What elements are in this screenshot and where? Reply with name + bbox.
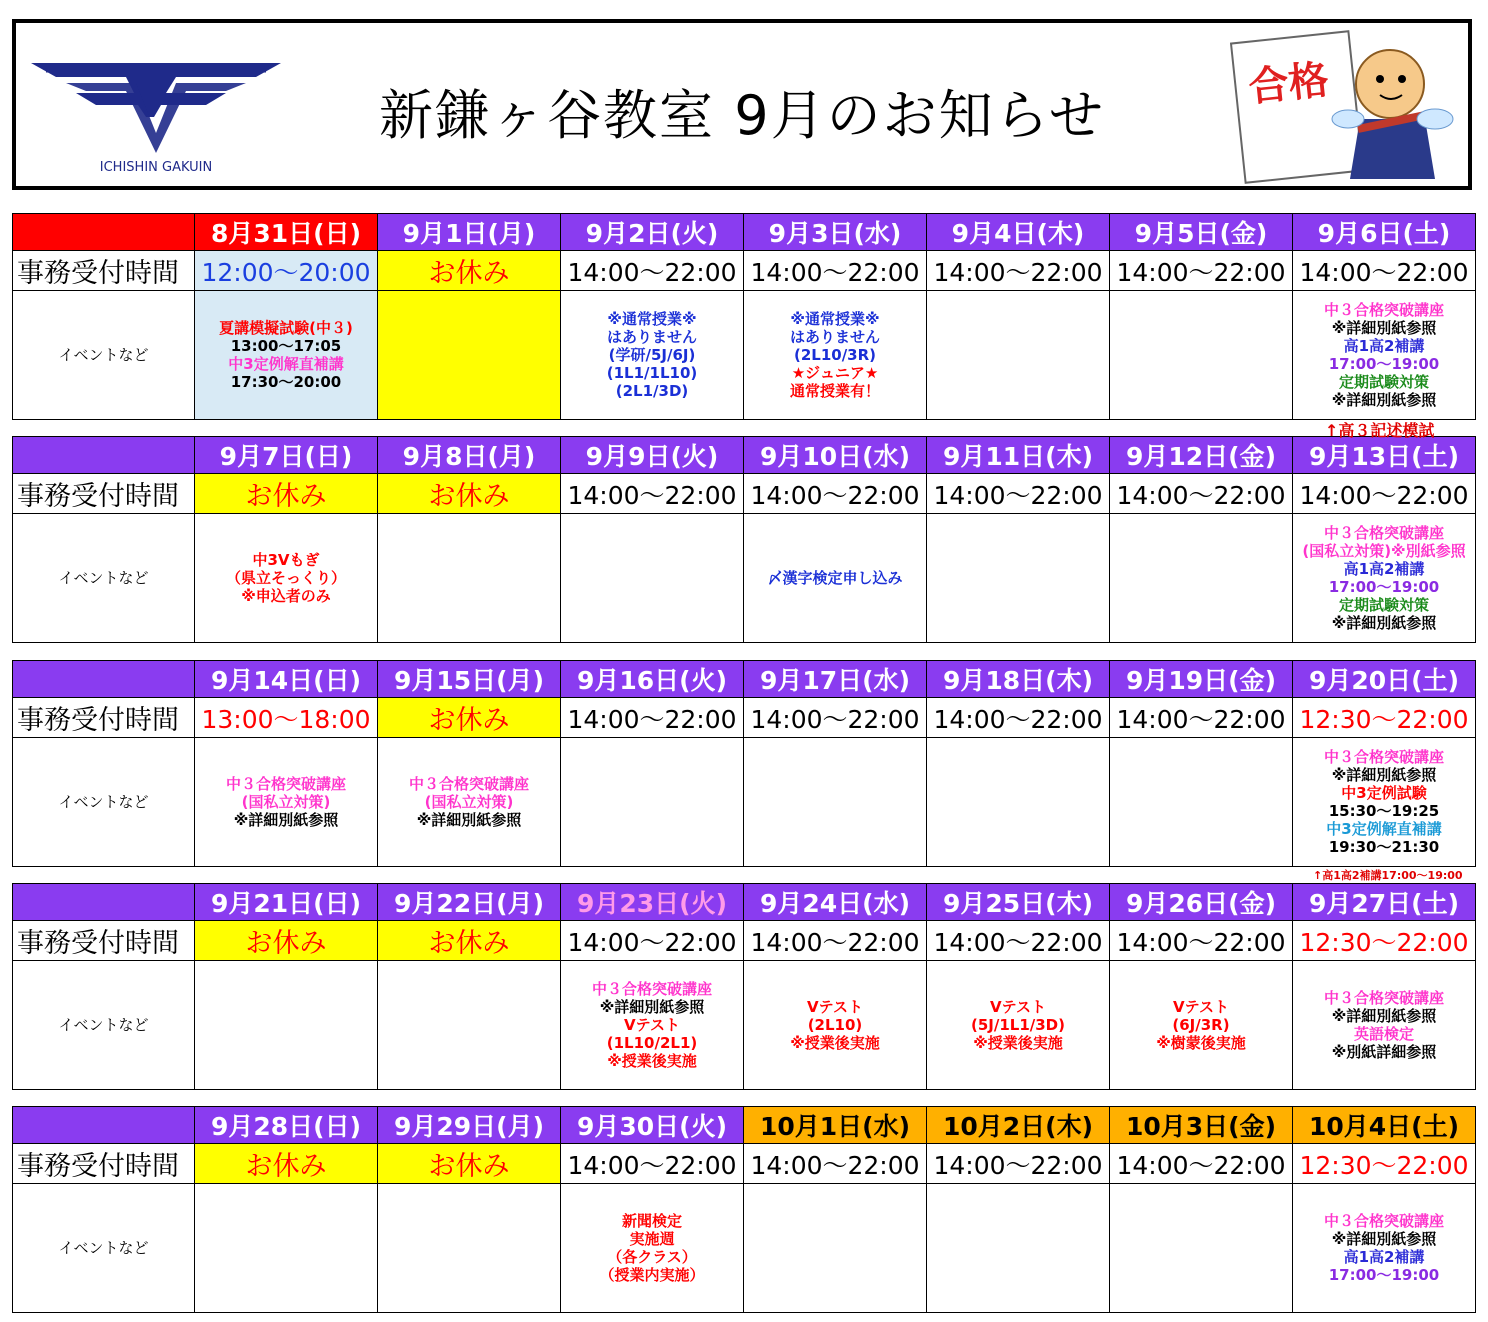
event-text: (6J/3R) [1172,1016,1230,1034]
event-text: 〆漢字検定申し込み [767,569,903,587]
event-text: ※詳細別紙参照 [1331,614,1437,632]
events-label: イベントなど [13,291,195,420]
event-cell [744,738,927,867]
event-text: (2L1/3D) [615,382,689,400]
date-header: 9月14日(日) [195,661,378,698]
week-footnote: ↑高３記述模試 [1325,421,1435,440]
event-cell [1293,738,1476,867]
corner-cell [13,214,195,251]
hours-cell: 14:00〜22:00 [744,921,927,961]
date-header: 9月26日(金) [1110,884,1293,921]
hours-row [13,251,1476,291]
event-cell [195,738,378,867]
hours-cell: 14:00〜22:00 [744,1144,927,1184]
event-text: (1L1/1L10) [606,364,698,382]
event-text: 定期試験対策 [1338,596,1429,614]
events-label: イベントなど [13,514,195,643]
event-text: ※申込者のみ [241,587,331,605]
event-text: 新聞検定 [621,1212,682,1230]
event-cell [561,514,744,643]
event-cell [927,291,1110,420]
week-table [12,883,1476,1090]
date-header: 9月25日(木) [927,884,1110,921]
hours-cell: 14:00〜22:00 [1293,474,1476,514]
hours-cell: 12:30〜22:00 [1293,698,1476,738]
hours-cell: 14:00〜22:00 [927,251,1110,291]
hours-cell: 14:00〜22:00 [1110,698,1293,738]
event-text: Vテスト [623,1016,680,1034]
event-text: はありません [789,328,880,346]
date-header: 9月16日(火) [561,661,744,698]
date-header: 9月15日(月) [378,661,561,698]
event-text: はありません [606,328,697,346]
date-header: 9月8日(月) [378,437,561,474]
event-text: ※樹蒙後実施 [1156,1034,1246,1052]
event-text: 高1高2補講 [1343,560,1425,578]
date-header: 10月3日(金) [1110,1107,1293,1144]
event-text: ※詳細別紙参照 [1331,1230,1437,1248]
event-text: ※別紙詳細参照 [1331,1043,1437,1061]
hours-cell: 14:00〜22:00 [927,921,1110,961]
closed-badge: お休み [378,1144,561,1184]
hours-cell: 14:00〜22:00 [1110,251,1293,291]
event-text: 17:30〜20:00 [230,373,342,391]
week-table [12,1106,1476,1313]
event-text: (1L10/2L1) [606,1034,698,1052]
event-text: (2L10) [807,1016,863,1034]
event-text: Vテスト [989,998,1046,1016]
week-table [12,213,1476,420]
week-table [12,660,1476,867]
event-text: (学研/5J/6J) [608,346,696,364]
event-text: 通常授業有！ [789,382,880,400]
week-block [12,883,1476,1090]
events-row [13,738,1476,867]
events-label: イベントなど [13,738,195,867]
event-cell [744,1184,927,1313]
event-text: 17:00〜19:00 [1328,578,1440,596]
event-text: (国私立対策)※別紙参照 [1302,542,1466,560]
date-row [13,437,1476,474]
hours-label: 事務受付時間 [13,251,195,291]
hours-cell: 12:30〜22:00 [1293,1144,1476,1184]
date-header: 9月5日(金) [1110,214,1293,251]
closed-badge: お休み [378,921,561,961]
events-label: イベントなど [13,961,195,1090]
hours-cell: 14:00〜22:00 [744,698,927,738]
event-text: Vテスト [806,998,863,1016]
event-text: ※詳細別紙参照 [1331,1007,1437,1025]
event-text: ※詳細別紙参照 [416,811,522,829]
date-header: 10月4日(土) [1293,1107,1476,1144]
event-cell [1293,291,1476,420]
date-header: 9月13日(土) [1293,437,1476,474]
date-header: 9月24日(水) [744,884,927,921]
event-cell [927,514,1110,643]
date-header: 9月7日(日) [195,437,378,474]
hours-cell: 14:00〜22:00 [561,474,744,514]
event-text: 17:00〜19:00 [1328,1266,1440,1284]
page-header [12,19,1472,190]
event-cell [744,514,927,643]
event-text: 13:00〜17:05 [230,337,342,355]
event-cell [744,291,927,420]
hours-row [13,921,1476,961]
hours-cell: 14:00〜22:00 [561,251,744,291]
hours-cell: 14:00〜22:00 [561,698,744,738]
date-header: 10月2日(木) [927,1107,1110,1144]
hours-cell: 14:00〜22:00 [744,251,927,291]
date-header: 9月11日(木) [927,437,1110,474]
hours-label: 事務受付時間 [13,921,195,961]
date-header: 9月17日(水) [744,661,927,698]
week-table [12,436,1476,643]
event-text: （県立そっくり） [225,569,346,587]
event-cell [378,1184,561,1313]
date-header: 8月31日(日) [195,214,378,251]
date-header: 9月28日(日) [195,1107,378,1144]
date-header: 9月29日(月) [378,1107,561,1144]
event-cell [1110,291,1293,420]
page-title: 新鎌ヶ谷教室 9月のお知らせ [379,84,1105,147]
week-footnote: ↑高1高2補講17:00〜19:00 [1313,869,1463,882]
date-header: 9月10日(水) [744,437,927,474]
event-text: ※授業後実施 [607,1052,697,1070]
event-cell [378,961,561,1090]
hours-cell: 14:00〜22:00 [1293,251,1476,291]
hours-cell: 12:00〜20:00 [195,251,378,291]
date-header: 9月3日(水) [744,214,927,251]
event-cell [1110,961,1293,1090]
hours-row [13,698,1476,738]
event-text: 定期試験対策 [1338,373,1429,391]
event-text: (2L10/3R) [793,346,877,364]
event-cell [1110,514,1293,643]
date-header: 10月1日(水) [744,1107,927,1144]
closed-badge: お休み [378,474,561,514]
date-header: 9月19日(金) [1110,661,1293,698]
event-cell [1293,514,1476,643]
event-text: 中３合格突破講座 [408,775,529,793]
event-text: ※授業後実施 [973,1034,1063,1052]
event-text: 中３合格突破講座 [1323,989,1444,1007]
event-text: 中３合格突破講座 [225,775,346,793]
week-block [12,436,1476,643]
event-text: 英語検定 [1353,1025,1414,1043]
closed-badge: お休み [195,1144,378,1184]
event-text: 実施週 [629,1230,675,1248]
event-text: ※授業後実施 [790,1034,880,1052]
event-text: ※詳細別紙参照 [1331,391,1437,409]
svg-text:合格: 合格 [1246,57,1331,112]
date-row [13,1107,1476,1144]
hours-label: 事務受付時間 [13,474,195,514]
hours-cell: 14:00〜22:00 [1110,1144,1293,1184]
hours-cell: 14:00〜22:00 [561,921,744,961]
event-text: (国私立対策) [424,793,514,811]
hours-cell: 14:00〜22:00 [561,1144,744,1184]
hours-cell: 14:00〜22:00 [927,474,1110,514]
week-block [12,660,1476,867]
event-text: ※詳細別紙参照 [233,811,339,829]
event-cell [1110,738,1293,867]
event-cell [195,514,378,643]
event-cell [195,961,378,1090]
event-text: ※通常授業※ [790,310,880,328]
events-row [13,514,1476,643]
hours-row [13,1144,1476,1184]
svg-text:ICHISHIN GAKUIN: ICHISHIN GAKUIN [99,160,213,175]
event-text: 高1高2補講 [1343,337,1425,355]
event-text: (5J/1L1/3D) [970,1016,1065,1034]
event-text: 夏講模擬試験(中３) [219,319,353,337]
event-cell [1110,1184,1293,1313]
date-header: 9月6日(土) [1293,214,1476,251]
event-text: 15:30〜19:25 [1328,802,1440,820]
closed-badge: お休み [378,698,561,738]
event-cell [378,738,561,867]
event-cell [378,514,561,643]
hours-cell: 12:30〜22:00 [1293,921,1476,961]
event-text: 高1高2補講 [1343,1248,1425,1266]
events-label: イベントなど [13,1184,195,1313]
event-cell [1293,961,1476,1090]
event-cell [561,961,744,1090]
event-cell [1293,1184,1476,1313]
hours-cell: 14:00〜22:00 [1110,474,1293,514]
event-text: 中3Vもぎ [252,551,320,569]
date-header: 9月9日(火) [561,437,744,474]
date-header: 9月18日(木) [927,661,1110,698]
event-text: 中３合格突破講座 [1323,748,1444,766]
corner-cell [13,1107,195,1144]
date-row [13,661,1476,698]
week-block [12,1106,1476,1313]
event-cell [927,1184,1110,1313]
date-header: 9月4日(木) [927,214,1110,251]
event-cell [927,738,1110,867]
date-header: 9月27日(土) [1293,884,1476,921]
event-text: 中３合格突破講座 [1323,301,1444,319]
events-row [13,1184,1476,1313]
hours-cell: 14:00〜22:00 [927,698,1110,738]
event-text: 19:30〜21:30 [1328,838,1440,856]
event-cell [561,291,744,420]
event-text: 17:00〜19:00 [1328,355,1440,373]
event-text: (国私立対策) [241,793,331,811]
hours-label: 事務受付時間 [13,698,195,738]
event-text: 中3定例試験 [1341,784,1427,802]
corner-cell [13,437,195,474]
hours-cell: 13:00〜18:00 [195,698,378,738]
date-header: 9月30日(火) [561,1107,744,1144]
event-cell [195,1184,378,1313]
closed-badge: お休み [195,474,378,514]
event-text: （授業内実施） [599,1266,705,1284]
event-text: ※詳細別紙参照 [599,998,705,1016]
event-cell [927,961,1110,1090]
hours-label: 事務受付時間 [13,1144,195,1184]
event-text: 中3定例解直補講 [228,355,344,373]
corner-cell [13,884,195,921]
event-text: 中３合格突破講座 [591,980,712,998]
event-cell [744,961,927,1090]
hours-row [13,474,1476,514]
date-header: 9月20日(土) [1293,661,1476,698]
events-row [13,291,1476,420]
date-header: 9月1日(月) [378,214,561,251]
event-text: ※通常授業※ [607,310,697,328]
hours-cell: 14:00〜22:00 [744,474,927,514]
date-row [13,214,1476,251]
event-cell [378,291,561,420]
event-text: （各クラス） [607,1248,697,1266]
date-header: 9月21日(日) [195,884,378,921]
events-row [13,961,1476,1090]
event-text: 中３合格突破講座 [1323,1212,1444,1230]
closed-badge: お休み [195,921,378,961]
event-text: ※詳細別紙参照 [1331,319,1437,337]
corner-cell [13,661,195,698]
date-header: 9月23日(火) [561,884,744,921]
event-text: Vテスト [1172,998,1229,1016]
hours-cell: 14:00〜22:00 [927,1144,1110,1184]
date-header: 9月22日(月) [378,884,561,921]
event-text: ★ジュニア★ [791,364,879,382]
closed-badge: お休み [378,251,561,291]
week-block [12,213,1476,420]
event-text: 中3定例解直補講 [1326,820,1442,838]
event-cell [561,1184,744,1313]
mascot-pass-icon [1230,29,1460,187]
event-cell [195,291,378,420]
date-row [13,884,1476,921]
event-text: ※詳細別紙参照 [1331,766,1437,784]
event-text: 中３合格突破講座 [1323,524,1444,542]
date-header: 9月12日(金) [1110,437,1293,474]
hours-cell: 14:00〜22:00 [1110,921,1293,961]
date-header: 9月2日(火) [561,214,744,251]
event-cell [561,738,744,867]
